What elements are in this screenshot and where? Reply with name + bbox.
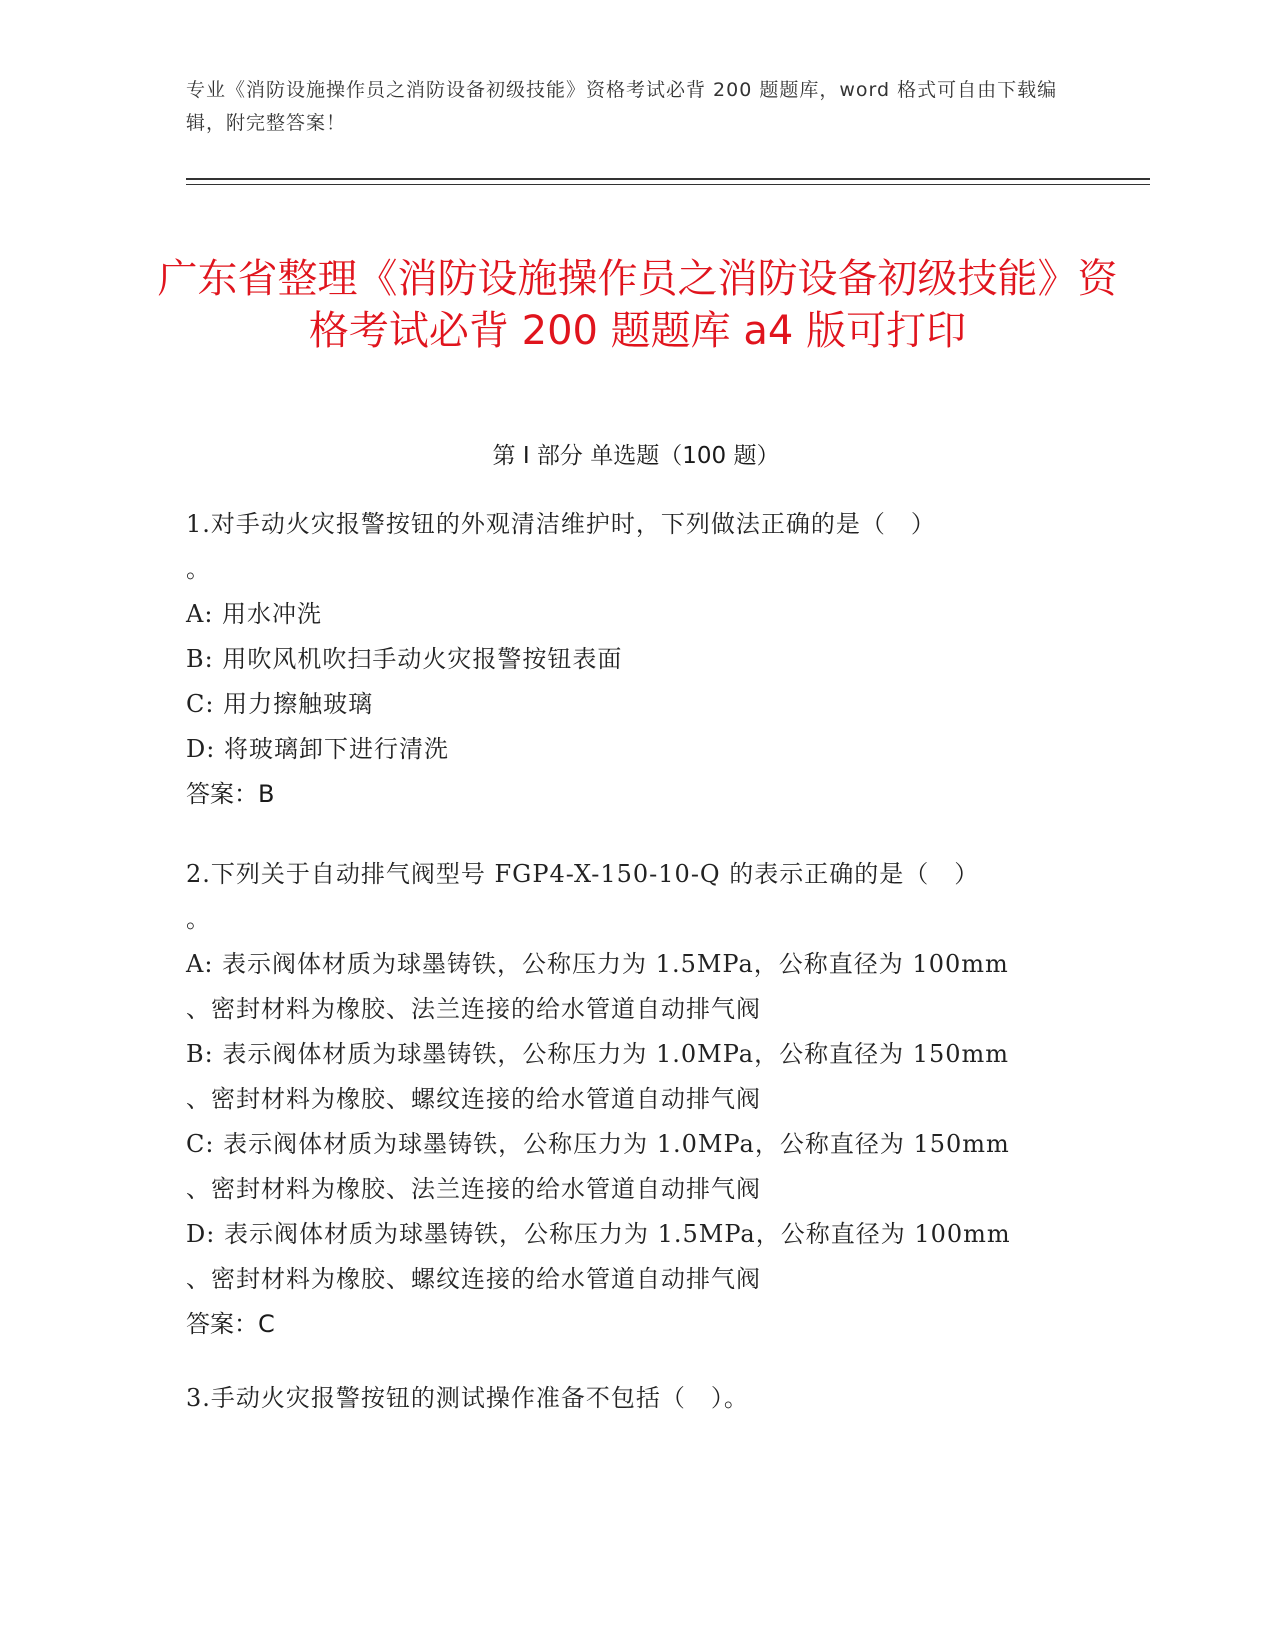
option-a-cont: 、密封材料为橡胶、法兰连接的给水管道自动排气阀 — [186, 995, 761, 1023]
option-b: B: 表示阀体材质为球墨铸铁，公称压力为 1.0MPa，公称直径为 150mm — [186, 1040, 1010, 1068]
option-c: C: 表示阀体材质为球墨铸铁，公称压力为 1.0MPa，公称直径为 150mm — [186, 1130, 1010, 1158]
question-stem: 2.下列关于自动排气阀型号 FGP4-X-150-10-Q 的表示正确的是（ ） — [186, 860, 980, 888]
option-b: B: 用吹风机吹扫手动火灾报警按钮表面 — [186, 645, 623, 673]
question-stem-tail: 。 — [186, 905, 211, 933]
answer: 答案：C — [186, 1310, 275, 1338]
header-divider-thin — [186, 184, 1150, 185]
option-d-cont: 、密封材料为橡胶、螺纹连接的给水管道自动排气阀 — [186, 1265, 761, 1293]
option-c-cont: 、密封材料为橡胶、法兰连接的给水管道自动排气阀 — [186, 1175, 761, 1203]
option-d: D: 表示阀体材质为球墨铸铁，公称压力为 1.5MPa，公称直径为 100mm — [186, 1220, 1011, 1248]
option-b-cont: 、密封材料为橡胶、螺纹连接的给水管道自动排气阀 — [186, 1085, 761, 1113]
document-title: 广东省整理《消防设施操作员之消防设备初级技能》资格考试必背 200 题题库 a4 版可打印 — [157, 255, 1118, 354]
question-2 — [186, 852, 1066, 1347]
header-divider-thick — [186, 178, 1150, 180]
question-3 — [186, 1376, 1066, 1421]
question-stem: 1.对手动火灾报警按钮的外观清洁维护时，下列做法正确的是（ ） — [186, 510, 936, 538]
section-heading: 第 I 部分 单选题（100 题） — [492, 443, 780, 469]
answer: 答案：B — [186, 780, 275, 808]
option-a: A: 用水冲洗 — [186, 600, 323, 628]
option-d: D: 将玻璃卸下进行清洗 — [186, 735, 449, 763]
question-stem-tail: 。 — [186, 555, 211, 583]
question-stem: 3.手动火灾报警按钮的测试操作准备不包括（ ）。 — [186, 1384, 749, 1412]
option-c: C: 用力擦触玻璃 — [186, 690, 374, 718]
option-a: A: 表示阀体材质为球墨铸铁，公称压力为 1.5MPa，公称直径为 100mm — [186, 950, 1009, 978]
header-note: 专业《消防设施操作员之消防设备初级技能》资格考试必背 200 题题库，word 格式可自由下载编辑，附完整答案！ — [186, 79, 1058, 134]
question-1 — [186, 502, 1066, 817]
